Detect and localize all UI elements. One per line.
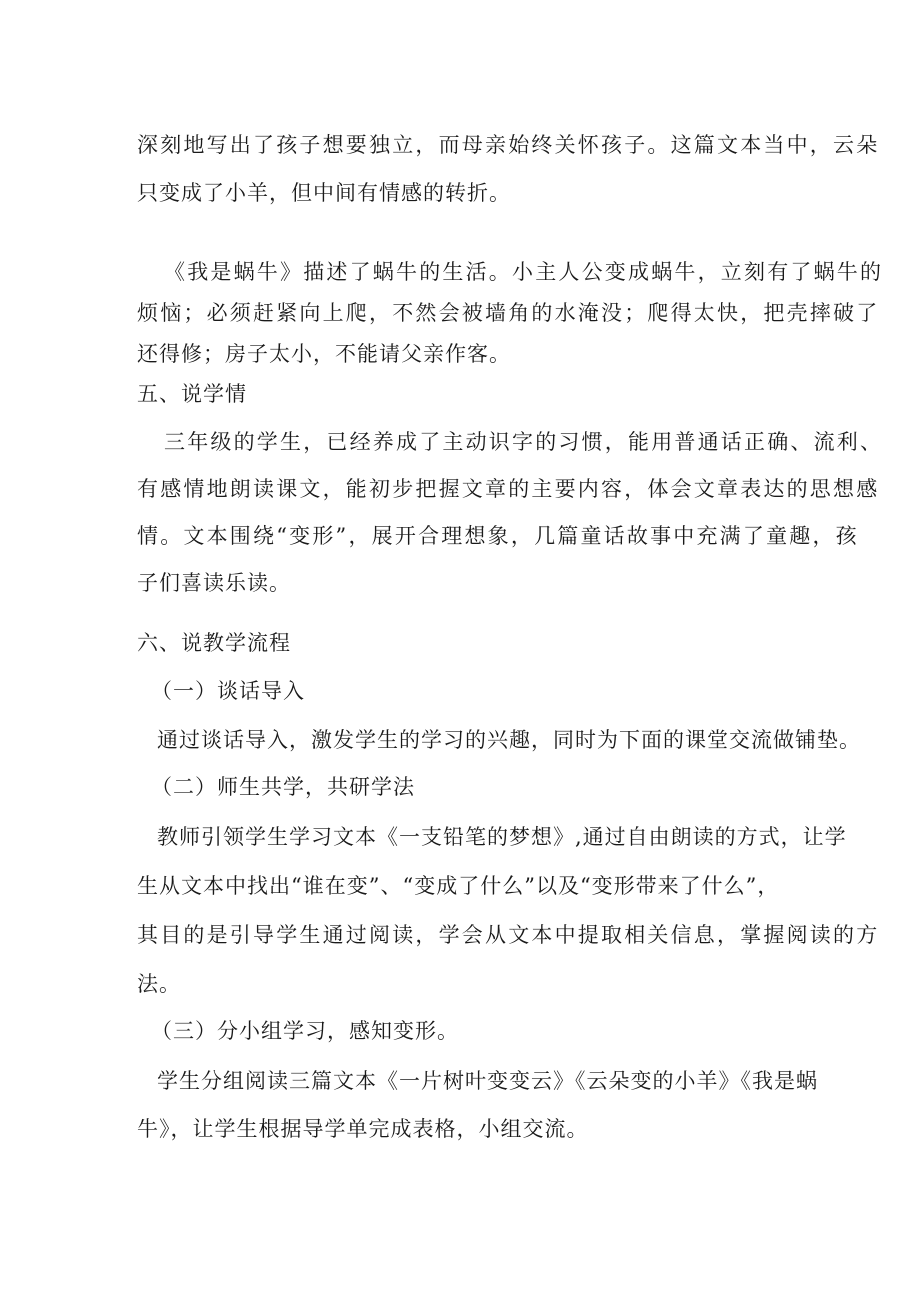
paragraph-line: 教师引领学生学习文本《一支铅笔的梦想》,通过自由朗读的方式，让学 bbox=[157, 825, 847, 849]
paragraph-line: 通过谈话导入，激发学生的学习的兴趣，同时为下面的课堂交流做铺垫。 bbox=[157, 728, 861, 752]
paragraph-line: 情。文本围绕“变形”，展开合理想象，几篇童话故事中充满了童趣，孩 bbox=[137, 524, 859, 548]
paragraph-line: 三年级的学生，已经养成了主动识字的习惯，能用普通话正确、流利、 bbox=[164, 430, 884, 454]
paragraph-line: 学生分组阅读三篇文本《一片树叶变变云》《云朵变的小羊》《我是蜗 bbox=[157, 1069, 818, 1093]
paragraph-line: 有感情地朗读课文，能初步把握文章的主要内容，体会文章表达的思想感 bbox=[137, 477, 880, 501]
subsection-heading: （一）谈话导入 bbox=[151, 679, 305, 703]
paragraph-line: 生从文本中找出“谁在变”、“变成了什么”以及“变形带来了什么”， bbox=[137, 874, 780, 898]
paragraph-line: 子们喜读乐读。 bbox=[137, 571, 291, 595]
paragraph-line: 只变成了小羊，但中间有情感的转折。 bbox=[137, 181, 511, 205]
section-heading: 六、说教学流程 bbox=[137, 631, 291, 655]
subsection-heading: （三）分小组学习，感知变形。 bbox=[151, 1019, 459, 1043]
section-heading: 五、说学情 bbox=[137, 382, 247, 406]
paragraph-line: 《我是蜗牛》描述了蜗牛的生活。小主人公变成蜗牛，立刻有了蜗牛的 bbox=[164, 260, 884, 284]
paragraph-line: 深刻地写出了孩子想要独立，而母亲始终关怀孩子。这篇文本当中，云朵 bbox=[137, 133, 880, 157]
paragraph-line: 其目的是引导学生通过阅读，学会从文本中提取相关信息，掌握阅读的方 bbox=[137, 923, 880, 947]
subsection-heading: （二）师生共学，共研学法 bbox=[151, 775, 415, 799]
paragraph-line: 法。 bbox=[137, 972, 181, 996]
paragraph-line: 烦恼；必须赶紧向上爬，不然会被墙角的水淹没；爬得太快，把壳摔破了 bbox=[137, 301, 880, 325]
paragraph-line: 还得修；房子太小，不能请父亲作客。 bbox=[137, 342, 511, 366]
paragraph-line: 牛》，让学生根据导学单完成表格，小组交流。 bbox=[137, 1117, 589, 1141]
